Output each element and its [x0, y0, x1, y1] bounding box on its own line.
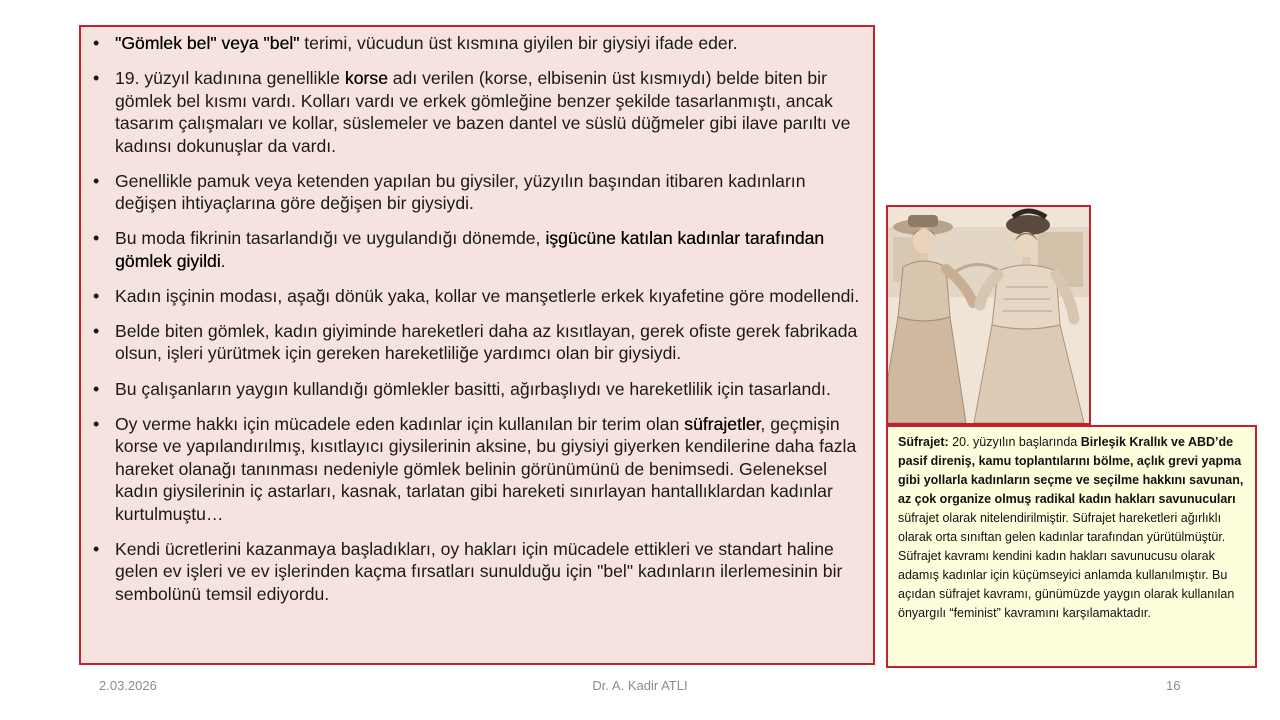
footer-date: 2.03.2026: [99, 678, 157, 693]
bullet-item: [91, 320, 863, 365]
bullet-text: 19. yüzyıl kadınına genellikle: [115, 68, 345, 89]
note-text: süfrajet olarak nitelendirilmiştir. Süfrajet hareketleri ağırlıklı olarak orta sınıftan gelen kadınlar tarafından yürütülmüştür. Süfrajet kavramı kendini kadın hakları savunucusu olarak adamış kadınlar için küçümseyici anlamda kullanılmıştır. Bu açıdan süfrajet kavramı, günümüzde yaygın olarak kullanılan önyargılı “feminist” kavramını karşılamaktadır.: [898, 511, 1235, 620]
bold-term: "Gömlek bel" veya "bel": [115, 33, 300, 53]
bullet-text: Kendi ücretlerini kazanmaya başladıkları, oy hakları için mücadele ettikleri ve standart haline gelen ev işleri ve ev işlerinden kaçma fırsatları sunulduğu için "bel" kadınların ilerlemesinin bir sembolünü temsil ediyordu.: [115, 538, 843, 604]
bullet-text: Bu moda fikrinin tasarlandığı ve uygulandığı dönemde,: [115, 228, 546, 249]
bullet-text: Kadın işçinin modası, aşağı dönük yaka, kollar ve manşetlerle erkek kıyafetine göre modellendi.: [115, 285, 860, 306]
bullet-text: Oy verme hakkı için mücadele eden kadınlar için kullanılan bir terim olan: [115, 413, 685, 434]
bold-term: süfrajetler: [684, 413, 761, 434]
bold-term: işgücüne katılan kadınlar tarafından gömlek giyildi: [115, 228, 825, 271]
bullet-list: [91, 32, 863, 605]
bullet-item: [91, 538, 863, 606]
note-text: 20. yüzyılın başlarında: [948, 435, 1081, 449]
bullet-text: terimi, vücudun üst kısmına giyilen bir giysiyi ifade eder.: [299, 33, 738, 53]
bullet-item: [91, 170, 863, 215]
bullet-item: [91, 227, 863, 272]
bold-term: korse: [344, 68, 388, 89]
bullet-item: [91, 32, 863, 55]
bullet-text: .: [220, 250, 226, 271]
suffragette-definition-note: [886, 425, 1257, 668]
note-bold-text: Süfrajet:: [898, 435, 949, 449]
illustration-two-women-blouses: [886, 205, 1091, 425]
footer-author: Dr. A. Kadir ATLI: [592, 678, 688, 693]
note-bold-text: Birleşik Krallık ve ABD’de pasif direniş, kamu toplantılarını bölme, açlık grevi yapma gibi yollarla kadınların seçme ve seçilme hakkını savunan, az çok organize olmuş radikal kadın hakları savunucuları: [898, 435, 1244, 506]
bullet-item: [91, 285, 863, 308]
page-number: 16: [1166, 678, 1181, 693]
bullet-item: [91, 67, 863, 157]
content-box: [79, 25, 875, 665]
bullet-text: Genellikle pamuk veya ketenden yapılan bu giysiler, yüzyılın başından itibaren kadınların değişen ihtiyaçlarına göre değişen bir giysiydi.: [115, 170, 806, 214]
bullet-text: , geçmişin korse ve yapılandırılmış, kısıtlayıcı giysilerinin aksine, bu giysiyi giyerken kendilerine daha fazla hareket olanağı tanınması nedeniyle gömlek belinin görünümünü de benimsedi. Geleneksel kadın giysilerinin iç astarları, kasnak, tarlatan gibi hareketi sınırlayan hantallıklardan kadınlar kurtulmuştu…: [115, 413, 857, 524]
bullet-text: Bu çalışanların yaygın kullandığı gömlekler basitti, ağırbaşlıydı ve hareketlilik için tasarlandı.: [115, 378, 831, 399]
bullet-item: [91, 413, 863, 526]
bullet-item: [91, 378, 863, 401]
bullet-text: adı verilen (korse, elbisenin üst kısmıydı) belde biten bir gömlek bel kısmı vardı. Kolları vardı ve erkek gömleğine benzer şekilde tasarlanmıştı, ancak tasarım çalışmaları ve kollar, süslemeler ve bazen dantel ve süslü düğmeler gibi ilave parıltı ve kadınsı dokunuşlar da vardı.: [115, 68, 851, 156]
bullet-text: Belde biten gömlek, kadın giyiminde hareketleri daha az kısıtlayan, gerek ofiste gerek fabrikada olsun, işleri yürütmek için gereken hareketliliğe yardımcı olan bir giysiydi.: [115, 320, 858, 364]
